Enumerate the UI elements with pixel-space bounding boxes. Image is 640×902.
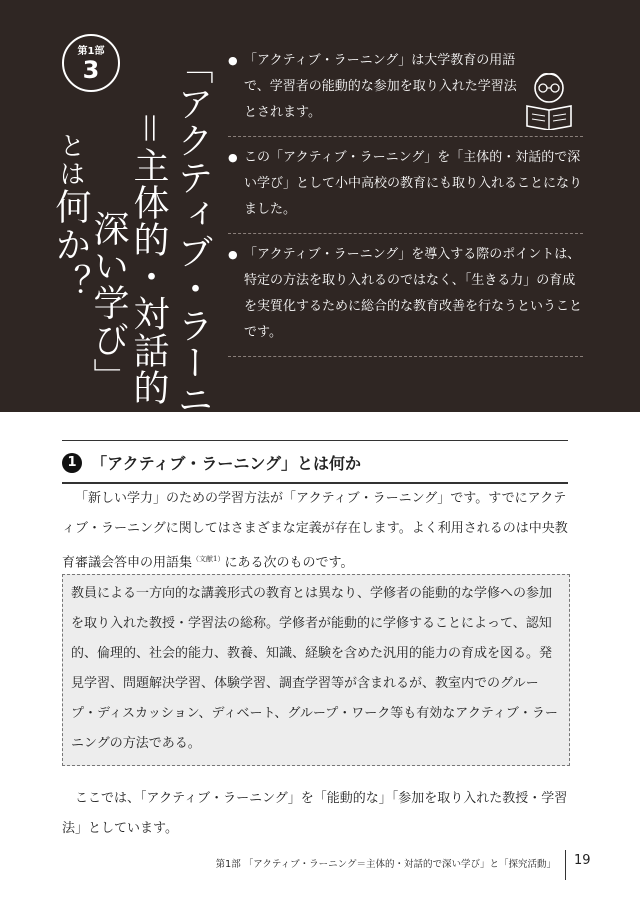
section-title: 「アクティブ・ラーニング」とは何か [91,454,362,473]
page-footer [0,846,640,886]
paragraph-1-main: 「新しい学力」のための学習方法が「アクティブ・ラーニング」です。すでにアクティブ・ラーニングに関してはさまざまな定義が存在します。よく利用されるのは中央教育審議会答申の用語集 [62,491,568,571]
title-line-4 [50,132,90,302]
key-point [228,234,583,357]
key-points [228,40,583,357]
reference-note: （文献1） [192,555,225,563]
paragraph-1 [62,484,568,578]
reading-character-illustration [521,70,577,130]
title-line-1: 「アクティブ・ラーニング [172,48,213,492]
part-label: 第1部 [77,46,105,57]
key-point-text: ● 「アクティブ・ラーニング」を導入する際のポイントは、特定の方法を取り入れるのではなく、「生きる力」の育成を実質化するために総合的な教育改善を行なうということです。 [228,242,583,346]
paragraph-1-end: にある次のものです。 [224,555,354,571]
title-line-2: ＝主体的・対話的で [128,110,169,443]
key-point [228,137,583,234]
footer-divider [565,850,566,880]
running-title: 第1部 「アクティブ・ラーニング＝主体的・対話的で深い学び」と「探究活動」 [215,859,556,870]
part-badge [62,34,120,92]
section-heading [62,440,568,484]
title-line-4a: とは [55,132,85,188]
title-line-4b: 何か？ [50,188,91,302]
part-number: 3 [82,56,100,84]
section-number: 1 [62,453,82,473]
definition-quote: 教員による一方向的な講義形式の教育とは異なり、学修者の能動的な学修への参加を取り入れた教授・学習法の総称。学修者が能動的に学修することによって、認知的、倫理的、社会的能力、教養、知識、経験を含めた汎用的能力の育成を図る。発見学習、問題解決学習、体験学習、調査学習等が含まれるが、教室内でのグループ・ディスカッション、ディベート、グループ・ワーク等も有効なアクティブ・ラーニングの方法である。 [62,574,570,766]
title-line-3: 深い学び」 [88,210,129,395]
paragraph-2: ここでは、「アクティブ・ラーニング」を「能動的な」「参加を取り入れた教授・学習法」としています。 [62,791,568,836]
key-point-text: ● この「アクティブ・ラーニング」を「主体的・対話的で深い学び」として小中高校の教育にも取り入れることになりました。 [228,145,583,223]
page-number: 19 [574,853,591,868]
key-point-text: ● 「アクティブ・ラーニング」は大学教育の用語で、学習者の能動的な参加を取り入れた学習法とされます。 [228,48,583,126]
